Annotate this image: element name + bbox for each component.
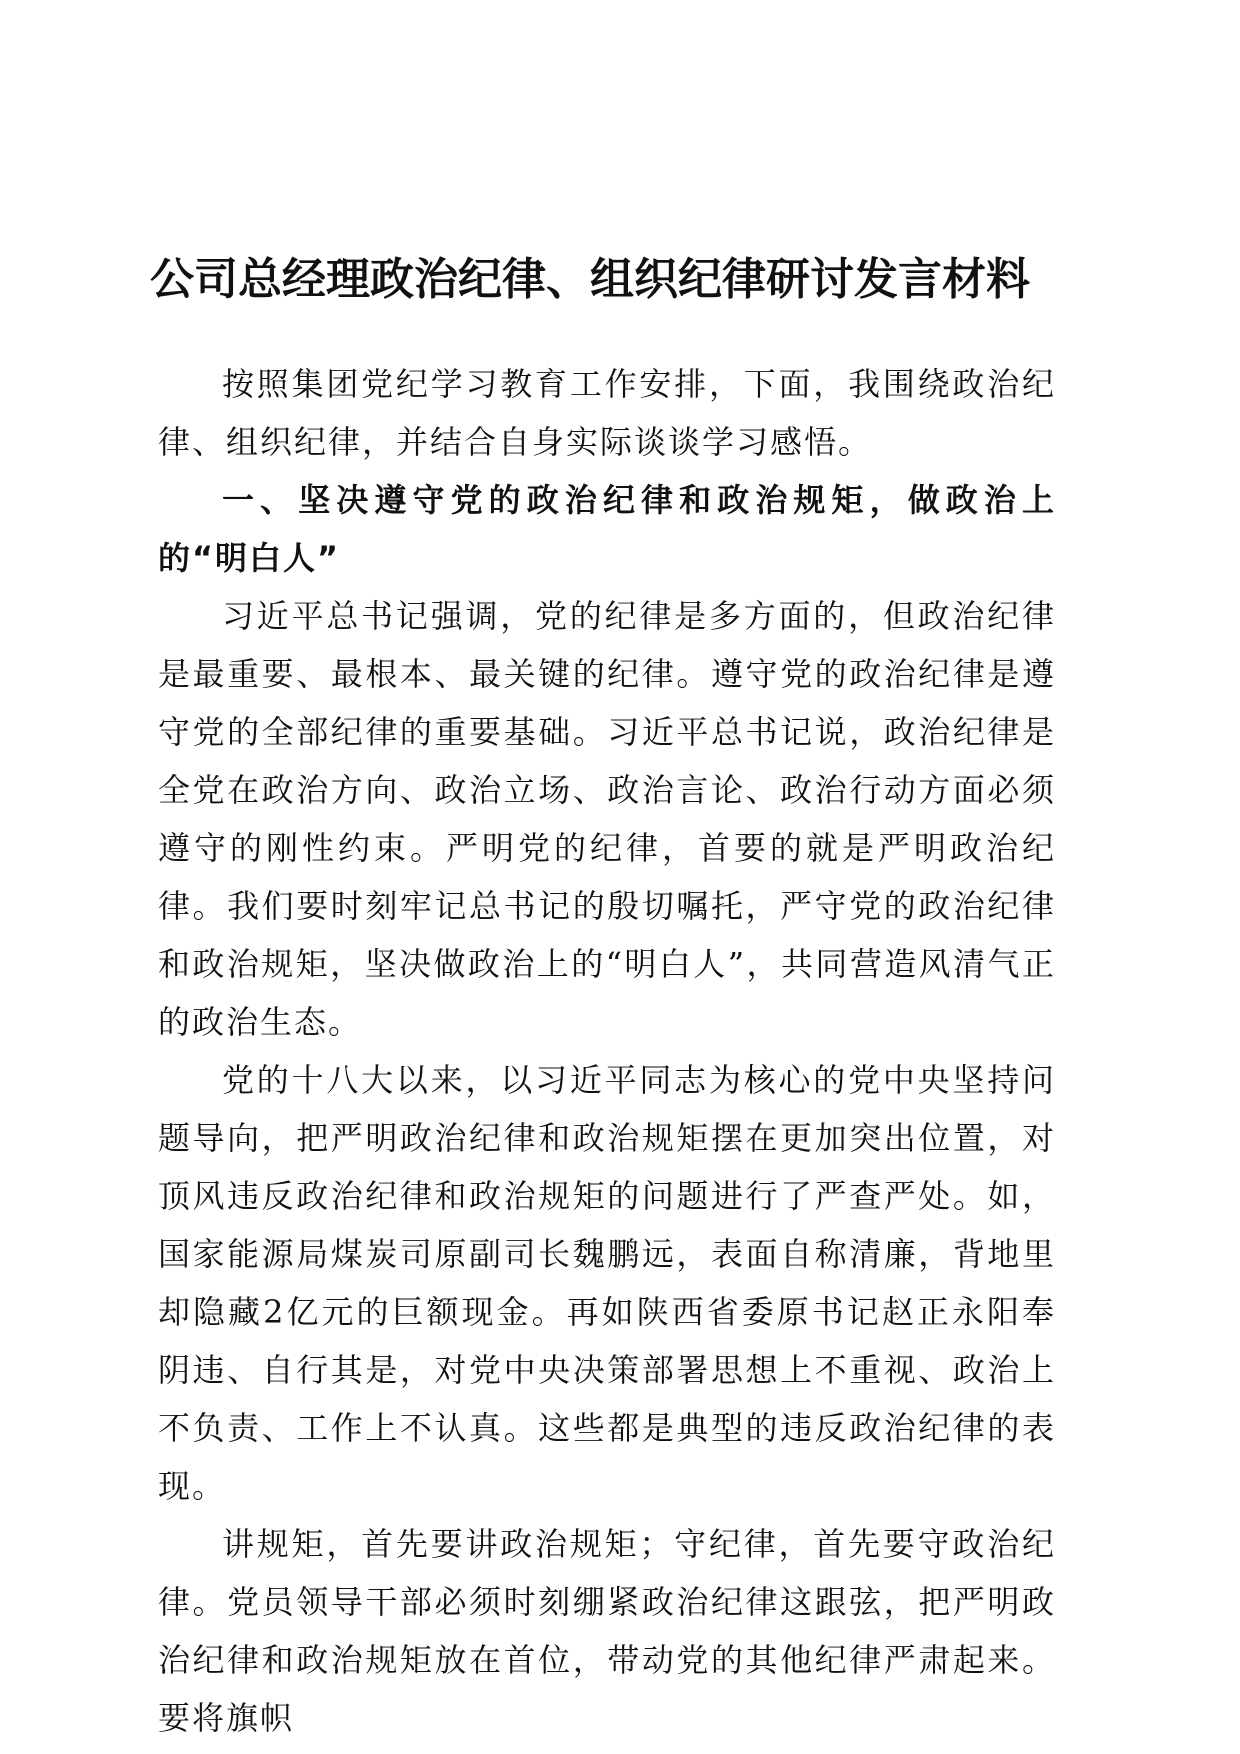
document-body [158,355,1056,1747]
intro-paragraph: 按照集团党纪学习教育工作安排，下面，我围绕政治纪律、组织纪律，并结合自身实际谈谈学习感悟。 [158,365,1056,461]
document-title: 公司总经理政治纪律、组织纪律研讨发言材料 [150,254,1030,305]
body-paragraph-2: 党的十八大以来，以习近平同志为核心的党中央坚持问题导向，把严明政治纪律和政治规矩摆在更加突出位置，对顶风违反政治纪律和政治规矩的问题进行了严查严处。如，国家能源局煤炭司原副司长魏鹏远，表面自称清廉，背地里却隐藏2亿元的巨额现金。再如陕西省委原书记赵正永阳奉阴违、自行其是，对党中央决策部署思想上不重视、政治上不负责、工作上不认真。这些都是典型的违反政治纪律的表现。 [158,1061,1056,1505]
body-paragraph-1: 习近平总书记强调，党的纪律是多方面的，但政治纪律是最重要、最根本、最关键的纪律。遵守党的政治纪律是遵守党的全部纪律的重要基础。习近平总书记说，政治纪律是全党在政治方向、政治立场、政治言论、政治行动方面必须遵守的刚性约束。严明党的纪律，首要的就是严明政治纪律。我们要时刻牢记总书记的殷切嘱托，严守党的政治纪律和政治规矩，坚决做政治上的“明白人”，共同营造风清气正的政治生态。 [158,597,1056,1041]
section-heading-1: 一、坚决遵守党的政治纪律和政治规矩，做政治上的“明白人” [158,481,1056,577]
body-paragraph-3: 讲规矩，首先要讲政治规矩；守纪律，首先要守政治纪律。党员领导干部必须时刻绷紧政治纪律这跟弦，把严明政治纪律和政治规矩放在首位，带动党的其他纪律严肃起来。要将旗帜 [158,1525,1056,1737]
